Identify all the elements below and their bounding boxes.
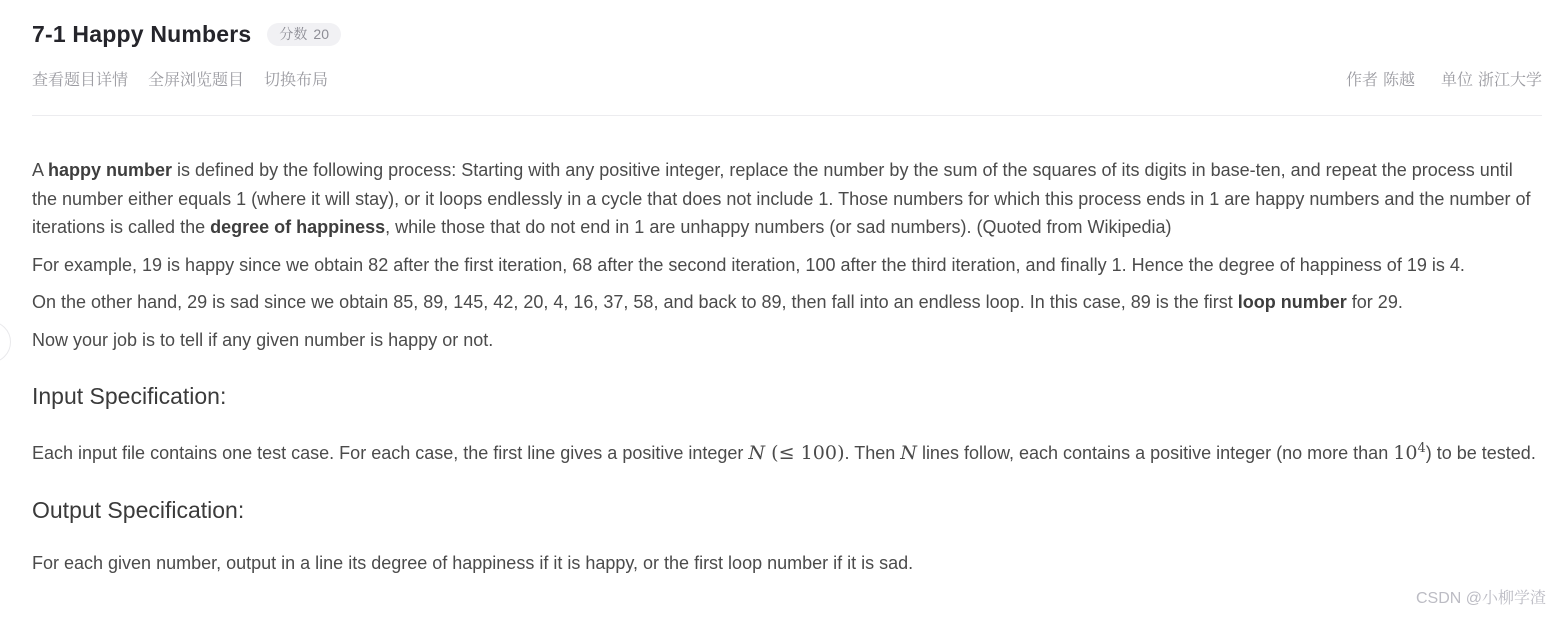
panel-toggle-handle[interactable] (0, 321, 11, 363)
page-title: 7-1 Happy Numbers (32, 21, 252, 47)
score-badge-value: 20 (313, 26, 329, 42)
score-badge-label: 分数 (279, 26, 308, 42)
organization-info (1441, 67, 1542, 90)
author-info (1346, 67, 1415, 90)
intro-paragraph: A happy number is defined by the following process: Starting with any positive integer, replace the number by the sum of the squares of its digits in base-ten, and repeat the process until the number either equals 1 (where it will stay), or it loops endlessly in a cycle that does not include 1. Those numbers for which this process ends in 1 are happy numbers and the number of iterations is called the degree of happiness, while those that do not end in 1 are unhappy numbers (or sad numbers). (Quoted from Wikipedia) (32, 160, 1531, 237)
header-divider (32, 115, 1542, 116)
organization-value: 浙江大学 (1477, 72, 1542, 89)
task-paragraph: Now your job is to tell if any given number is happy or not. (32, 329, 494, 350)
switch-layout-link[interactable]: 切换布局 (264, 72, 329, 89)
input-spec-paragraph: Each input file contains one test case. For each case, the first line gives a positive integer N (≤ 100). Then N lines follow, each contains a positive integer (no more than $10^4$) to be tested. (32, 441, 1536, 464)
csdn-watermark: CSDN @小柳学渣 (1415, 590, 1546, 607)
fullscreen-problem-link[interactable]: 全屏浏览题目 (148, 72, 245, 89)
score-badge (267, 23, 341, 46)
author-value: 陈越 (1382, 72, 1415, 89)
happy-example-paragraph: For example, 19 is happy since we obtain 82 after the first iteration, 68 after the second iteration, 100 after the third iteration, and finally 1. Hence the degree of happiness of 19 is 4. (32, 254, 1465, 275)
output-spec-paragraph: For each given number, output in a line its degree of happiness if it is happy, or the first loop number if it is sad. (32, 552, 914, 573)
problem-meta (1346, 67, 1542, 90)
problem-description (32, 156, 1542, 577)
output-spec-heading: Output Specification: (32, 496, 245, 523)
title-row (32, 21, 1542, 48)
organization-label: 单位 (1440, 72, 1473, 89)
toolbar-row (32, 67, 1542, 90)
toolbar (32, 67, 328, 90)
author-label: 作者 (1345, 72, 1378, 89)
view-problem-details-link[interactable]: 查看题目详情 (32, 72, 129, 89)
sad-example-paragraph: On the other hand, 29 is sad since we obtain 85, 89, 145, 42, 20, 4, 16, 37, 58, and back to 89, then fall into an endless loop. In this case, 89 is the first loop number for 29. (32, 292, 1403, 312)
input-spec-heading: Input Specification: (32, 383, 227, 409)
